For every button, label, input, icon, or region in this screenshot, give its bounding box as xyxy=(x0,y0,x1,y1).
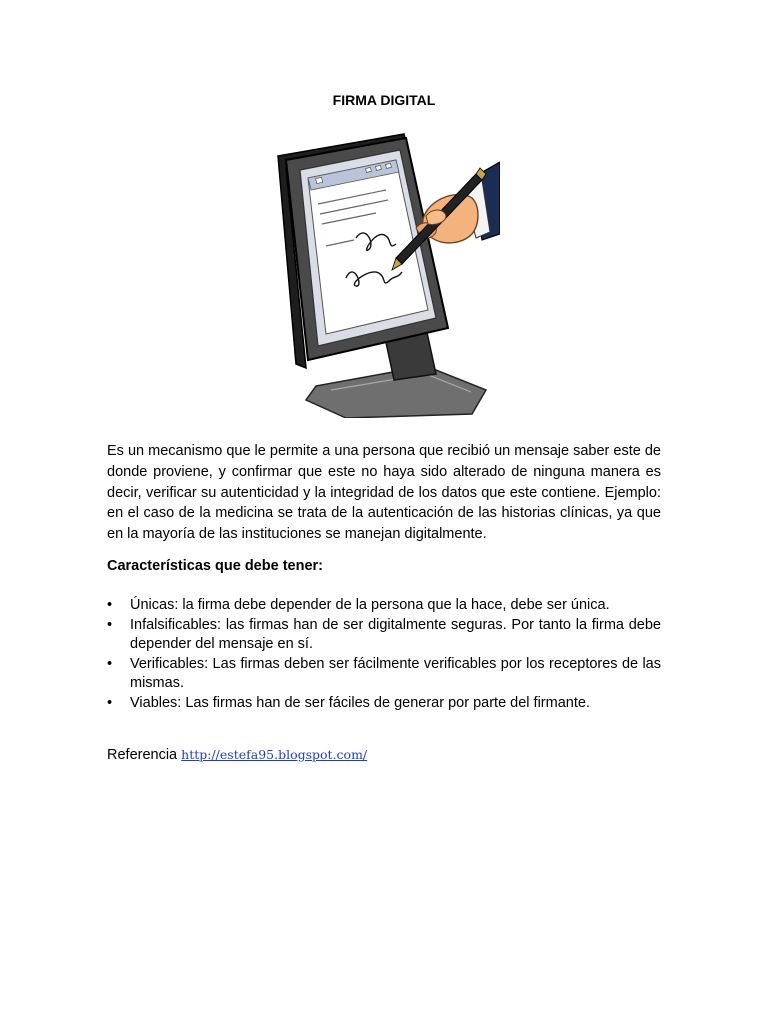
list-item-text: Verificables: Las firmas deben ser fácilmente verificables por los receptores de las mismas. xyxy=(130,655,661,692)
reference-link[interactable]: http://estefa95.blogspot.com/ xyxy=(181,747,368,762)
description-paragraph: Es un mecanismo que le permite a una persona que recibió un mensaje saber este de donde proviene, y confirmar que este no haya sido alterado de ninguna manera es decir, verificar su autenticidad y la integridad de los datos que este contiene. Ejemplo: en el caso de la medicina se trata de la autenticación de las historias clínicas, ya que en la mayoría de las instituciones se manejan digitalmente. xyxy=(107,443,661,543)
bullet-icon: • xyxy=(107,616,113,633)
list-item xyxy=(107,596,661,616)
bullet-icon: • xyxy=(107,597,113,613)
list-item-text: Únicas: la firma debe depender de la persona que la hace, debe ser única. xyxy=(130,597,610,613)
monitor-signing-hand-icon xyxy=(276,128,500,418)
characteristics-heading: Características que debe tener: xyxy=(107,558,323,574)
list-item-text: Viables: Las firmas han de ser fáciles de generar por parte del firmante. xyxy=(130,694,590,711)
reference-label: Referencia xyxy=(107,747,178,763)
list-item xyxy=(107,655,661,694)
list-item xyxy=(107,616,661,655)
list-item-text: Infalsificables: las firmas han de ser digitalmente seguras. Por tanto la firma debe depender del mensaje en sí. xyxy=(130,616,661,653)
list-item xyxy=(107,694,661,714)
characteristics-list xyxy=(107,596,661,714)
document-title: FIRMA DIGITAL xyxy=(332,92,436,108)
bullet-icon: • xyxy=(107,694,113,711)
bullet-icon: • xyxy=(107,655,113,672)
reference-line xyxy=(107,747,661,763)
